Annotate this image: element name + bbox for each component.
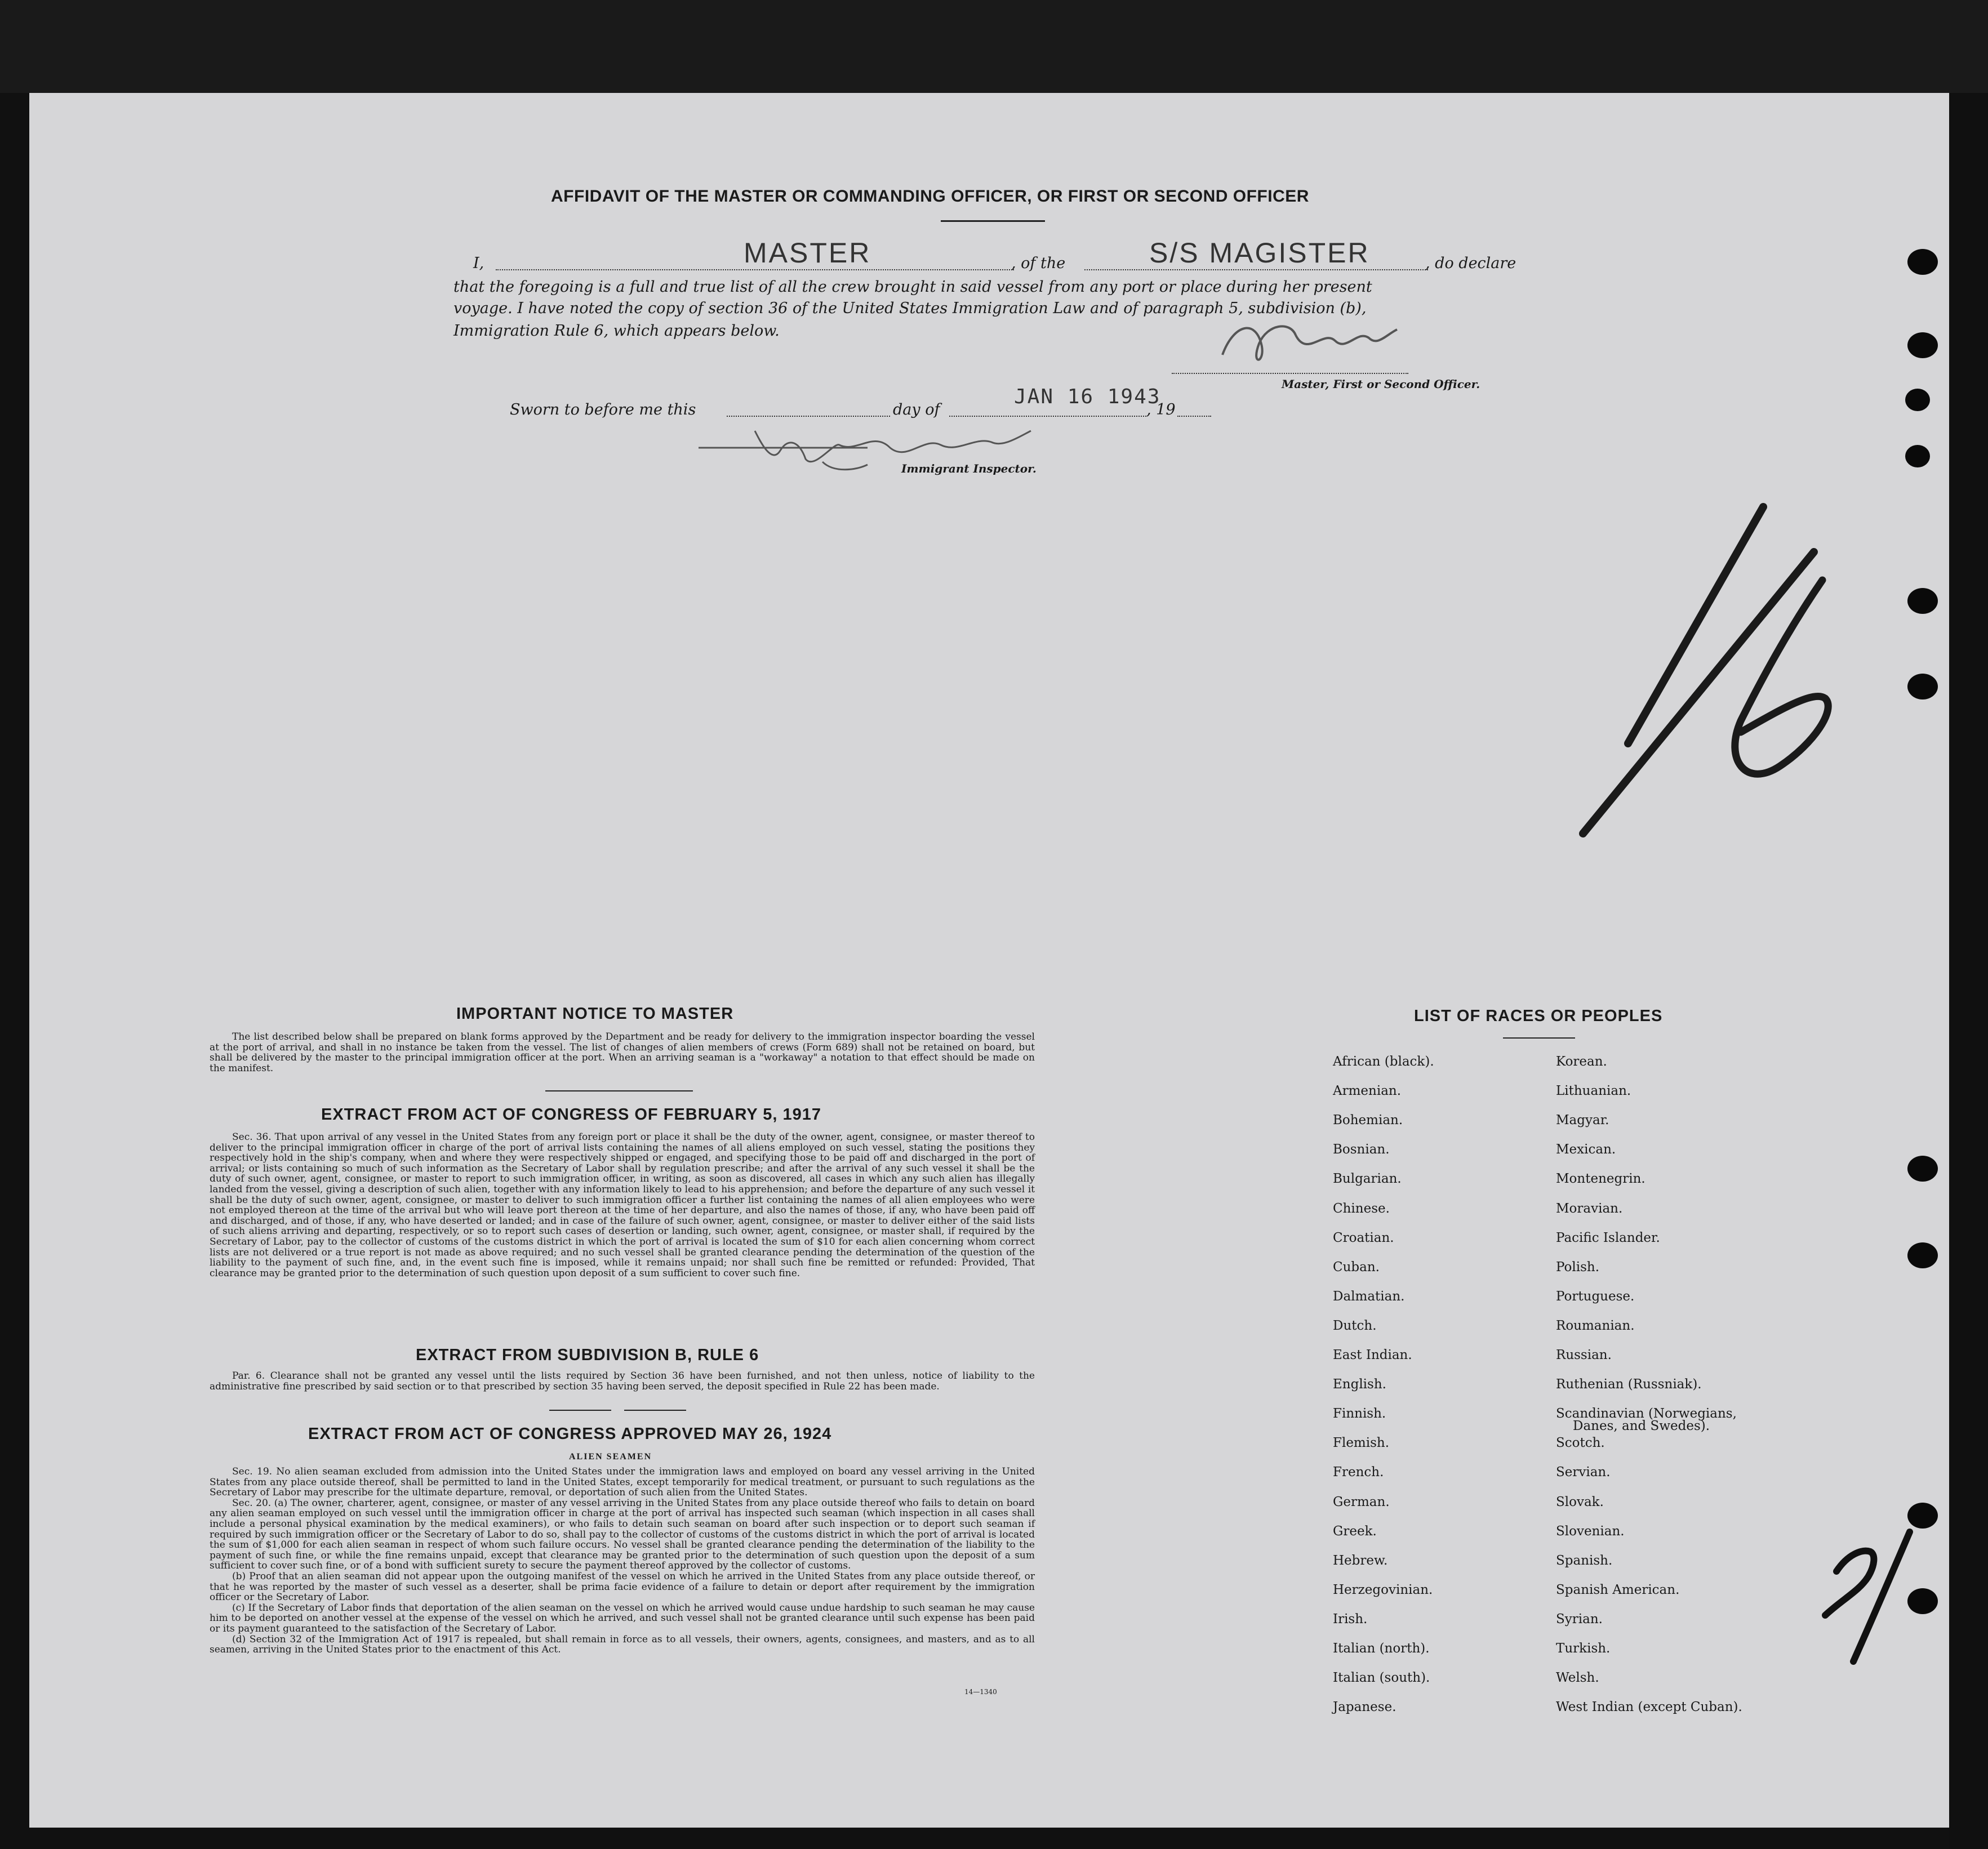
race-item: Lithuanian. [1556, 1084, 1631, 1099]
race-item: Portuguese. [1556, 1289, 1635, 1304]
day-of-label: day of [893, 401, 940, 418]
sworn-date-line [949, 416, 1146, 417]
binder-hole [1907, 1242, 1938, 1268]
race-item: Spanish American. [1556, 1582, 1680, 1597]
section-divider [624, 1410, 686, 1411]
race-item: Danes, and Swedes). [1573, 1419, 1710, 1434]
notice-paragraph: The list described below shall be prepared on blank forms approved by the Department and be ready for delivery to the immigration inspector boarding the vessel at the port of arrival, and shall in no instance be taken from the vessel. The list of changes of alien members of crews (Form 689) shall not be retained on board, but shall be delivered by the master to the principal immigration officer at the port. When an arriving seaman is a "workaway" a notation to that effect should be made on the manifest. [210, 1031, 1035, 1074]
notice-text [210, 1032, 1035, 1073]
race-item: Bohemian. [1333, 1113, 1403, 1128]
section-20b-paragraph: (b) Proof that an alien seaman did not appear upon the outgoing manifest of the vessel on which he arrived in the United States from any place outside thereof, or that he was reported by the master of such vessel as a deserter, shall be prima facie evidence of a failure to detain or deport after requirement by the immigration officer or the Secretary of Labor. [210, 1570, 1035, 1603]
race-item: Herzegovinian. [1333, 1582, 1433, 1597]
vessel-line [1084, 269, 1428, 270]
race-item: Bosnian. [1333, 1142, 1390, 1157]
race-item: Polish. [1556, 1259, 1600, 1275]
officer-caption: Master, First or Second Officer. [1282, 377, 1480, 391]
sworn-day-line [727, 416, 890, 417]
races-title-divider [1503, 1037, 1575, 1039]
form-number: 14—1340 [964, 1688, 997, 1696]
title-divider [941, 220, 1045, 222]
race-item: German. [1333, 1494, 1390, 1509]
rank-handwritten: MASTER [744, 237, 871, 269]
corner-mark-2-handwritten [1814, 1521, 1927, 1667]
race-item: Hebrew. [1333, 1553, 1388, 1568]
year-suffix: , 19 [1146, 401, 1176, 418]
race-item: West Indian (except Cuban). [1556, 1700, 1742, 1715]
extract-1917-title: EXTRACT FROM ACT OF CONGRESS OF FEBRUARY 5, 1917 [321, 1106, 822, 1124]
race-item: Slovak. [1556, 1494, 1604, 1509]
sworn-label: Sworn to before me this [510, 401, 696, 418]
race-item: Roumanian. [1556, 1318, 1635, 1333]
race-item: East Indian. [1333, 1348, 1412, 1362]
notice-title: IMPORTANT NOTICE TO MASTER [456, 1005, 734, 1023]
scan-top-border [0, 0, 1988, 93]
section-20a-paragraph: Sec. 20. (a) The owner, charterer, agent, consignee, or master of any vessel arriving in the United States from any place outside thereof who fails to detain on board any alien seaman employed on such vessel until the immigration officer in charge at the port of arrival has inspected such seaman (which inspection in all cases shall include a personal physical examination by the medical examiners), or who fails to detain such seaman on board after such inspection or to deport such seaman if required by such immigration officer or the Secretary of Labor to do so, shall pay to the collector of customs of the customs district in which the port of arrival is located the sum of $1,000 for each alien seaman in respect of whom such failure occurs. No vessel shall be granted clearance pending the determination of the liability to the payment of such fine, or while the fine remains unpaid, except that clearance may be granted prior to the determination of such question upon the deposit of a sum sufficient to cover such fine, or of a bond with sufficient surety to secure the payment thereof approved by the collector of customs. [210, 1497, 1035, 1572]
race-item: Scandinavian (Norwegians, [1556, 1406, 1737, 1422]
race-item: Chinese. [1333, 1201, 1390, 1216]
section-19-paragraph: Sec. 19. No alien seaman excluded from admission into the United States under the immigration laws and employed on board any vessel arriving in the United States from any place outside thereof, shall be permitted to land in the United States, except temporarily for medical treatment, or pursuant to such regulations as the Secretary of Labor may prescribe for the ultimate departure, removal, or deportation of such alien from the United States. [210, 1466, 1035, 1499]
rank-line [496, 269, 1014, 270]
alien-seamen-subtitle: ALIEN SEAMEN [569, 1452, 652, 1462]
section-20c-paragraph: (c) If the Secretary of Labor finds that deportation of the alien seaman on the vessel on which he arrived would cause undue hardship to such seaman he may cause him to be deported on another vessel at the expense of the vessel on which he arrived, and such vessel shall not be granted clearance until such expense has been paid or its payment guaranteed to the satisfaction of the Secretary of Labor. [210, 1602, 1035, 1634]
master-signature [1211, 313, 1408, 375]
page-number-116-handwritten [1498, 496, 1848, 856]
binder-hole [1907, 588, 1938, 614]
race-item: Korean. [1556, 1054, 1607, 1069]
race-item: Greek. [1333, 1523, 1377, 1539]
section-divider [545, 1090, 693, 1091]
race-item: Moravian. [1556, 1201, 1623, 1216]
race-item: Magyar. [1556, 1113, 1609, 1128]
extract-1924-title: EXTRACT FROM ACT OF CONGRESS APPROVED MAY 26, 1924 [308, 1425, 832, 1443]
race-item: Finnish. [1333, 1406, 1386, 1422]
race-item: Servian. [1556, 1465, 1611, 1480]
race-item: French. [1333, 1465, 1384, 1480]
binder-hole [1905, 389, 1930, 411]
race-item: Welsh. [1556, 1670, 1599, 1686]
scan-right-border [1949, 93, 1988, 1849]
race-item: Scotch. [1556, 1436, 1605, 1451]
date-stamp: JAN 16 1943 [1014, 385, 1161, 408]
race-item: Japanese. [1333, 1700, 1397, 1715]
race-item: Flemish. [1333, 1436, 1390, 1451]
vessel-handwritten: S/S MAGISTER [1149, 237, 1370, 269]
year-line [1177, 416, 1211, 417]
race-item: Cuban. [1333, 1259, 1380, 1275]
race-item: Russian. [1556, 1348, 1612, 1362]
extract-1924-text [210, 1467, 1035, 1655]
race-item: Spanish. [1556, 1553, 1613, 1568]
extract-rule6-text [210, 1371, 1035, 1392]
binder-hole [1905, 445, 1930, 467]
section-36-paragraph: Sec. 36. That upon arrival of any vessel in the United States from any foreign port or place it shall be the duty of the owner, agent, consignee, or master thereof to deliver to the principal immigration officer in charge of the port of arrival lists containing the names of all aliens employed on such vessel, stating the positions they respectively hold in the ship's company, when and where they were respectively shipped or engaged, and specifying those to be paid off and discharged in the port of arrival; or lists containing so much of such information as the Secretary of Labor shall by regulation prescribe; and after the arrival of any such vessel it shall be the duty of such owner, agent, consignee, or master to report to such immigration officer, in writing, as soon as discovered, all cases in which any such alien has illegally landed from the vessel, giving a description of such alien, together with any information likely to lead to his apprehension; and before the departure of any such vessel it shall be the duty of such owner, agent, consignee, or master to deliver to such immigration officer a further list containing the names of all alien employees who were not employed thereon at the time of the arrival but who will leave port thereon at the time of her departure, and also the names of those, if any, who have been paid off and discharged, and of those, if any, who have deserted or landed; and in case of the failure of such owner, agent, consignee, or master to deliver either of the said lists of such aliens arriving and departing, respectively, or so to report such cases of desertion or landing, such owner, agent, consignee, or master shall, if required by the Secretary of Labor, pay to the collector of customs of the customs district in which the port of arrival is located the sum of $10 for each alien concerning whom correct lists are not delivered or a true report is not made as above required; and no such vessel shall be granted clearance pending the determination of the question of the liability to the payment of such fine, and, in the event such fine is imposed, while it remains unpaid; nor shall such fine be remitted or refunded: Provided, That clearance may be granted prior to the determination of such question upon deposit of a sum sufficient to cover such fine. [210, 1131, 1035, 1279]
i-label: I, [473, 255, 484, 272]
race-item: English. [1333, 1377, 1386, 1392]
binder-hole [1907, 249, 1938, 275]
signature-line [1172, 373, 1408, 374]
section-20d-paragraph: (d) Section 32 of the Immigration Act of 1917 is repealed, but shall remain in force as to all vessels, their owners, agents, consignees, and masters, and as to all seamen, arriving in the United States prior to the enactment of this Act. [210, 1633, 1035, 1656]
race-item: Irish. [1333, 1611, 1368, 1627]
affidavit-text-line1: that the foregoing is a full and true list of all the crew brought in said vessel from any port or place during her present [453, 278, 1372, 296]
race-item: Croatian. [1333, 1230, 1394, 1245]
race-item: Italian (south). [1333, 1670, 1430, 1686]
race-item: Armenian. [1333, 1084, 1402, 1099]
binder-hole [1907, 1156, 1938, 1182]
race-item: Italian (north). [1333, 1641, 1430, 1656]
race-item: Pacific Islander. [1556, 1230, 1660, 1245]
race-item: Mexican. [1556, 1142, 1616, 1157]
of-the-label: , of the [1011, 255, 1066, 272]
inspector-caption: Immigrant Inspector. [901, 462, 1037, 475]
section-divider [549, 1410, 611, 1411]
race-item: Montenegrin. [1556, 1171, 1645, 1187]
binder-hole [1907, 332, 1938, 358]
paragraph-6: Par. 6. Clearance shall not be granted any vessel until the lists required by Section 36 have been furnished, and not then unless, notice of liability to the administrative fine prescribed by said section or to that prescribed by section 35 having been served, the deposit specified in Rule 22 has been made. [210, 1370, 1035, 1392]
race-item: Syrian. [1556, 1611, 1603, 1627]
declare-label: , do declare [1425, 255, 1516, 272]
race-item: Dutch. [1333, 1318, 1377, 1333]
extract-rule6-title: EXTRACT FROM SUBDIVISION B, RULE 6 [416, 1346, 759, 1364]
race-item: Turkish. [1556, 1641, 1611, 1656]
binder-hole [1907, 674, 1938, 699]
race-item: African (black). [1333, 1054, 1434, 1069]
affidavit-title: AFFIDAVIT OF THE MASTER OR COMMANDING OFFICER, OR FIRST OR SECOND OFFICER [551, 187, 1309, 206]
race-item: Bulgarian. [1333, 1171, 1402, 1187]
races-title: LIST OF RACES OR PEOPLES [1414, 1007, 1663, 1025]
race-item: Dalmatian. [1333, 1289, 1405, 1304]
race-item: Ruthenian (Russniak). [1556, 1377, 1702, 1392]
affidavit-text-line3: Immigration Rule 6, which appears below. [453, 322, 780, 340]
affidavit-text-line2: voyage. I have noted the copy of section 36 of the United States Immigration Law and of paragraph 5, subdivision (b), [453, 300, 1367, 317]
extract-1917-text [210, 1132, 1035, 1278]
race-item: Slovenian. [1556, 1523, 1625, 1539]
